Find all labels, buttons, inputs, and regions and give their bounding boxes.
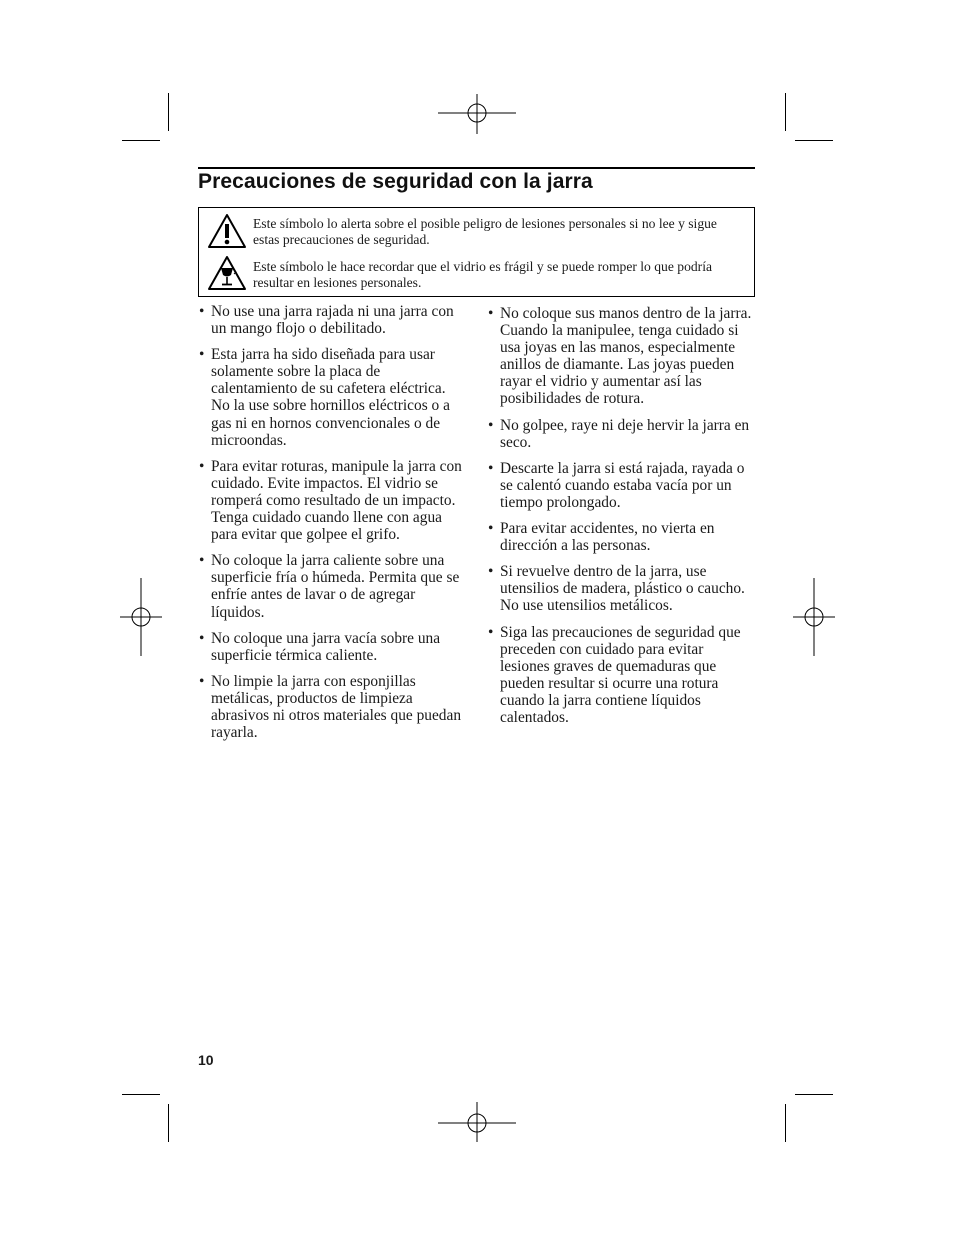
bullet-icon: • (488, 416, 494, 434)
registration-mark-icon (793, 578, 835, 656)
bullet-icon: • (199, 346, 205, 364)
safety-symbols-box (198, 207, 755, 297)
registration-mark-icon (438, 94, 516, 134)
list-item: • No limpie la jarra con esponjillas metálicas, productos de limpieza abrasivos ni otros materiales que puedan rayarla. (199, 672, 462, 742)
list-item: • Para evitar roturas, manipule la jarra con cuidado. Evite impactos. El vidrio se romperá como resultado de un impacto. Tenga cuidado cuando llene con agua para evitar que golpee el grifo. (199, 457, 462, 544)
list-item: • No use una jarra rajada ni una jarra con un mango flojo o debilitado. (199, 303, 454, 338)
crop-mark (795, 140, 833, 141)
warning-triangle-icon (207, 213, 247, 249)
precautions-right-column (488, 305, 754, 735)
list-item: • Descarte la jarra si está rajada, rayada o se calentó cuando estaba vacía por un tiempo prolongado. (488, 459, 745, 511)
list-item: • No coloque sus manos dentro de la jarra. Cuando la manipulee, tenga cuidado si usa joyas en las manos, especialmente anillos de diamante. Las joyas pueden rayar el vidrio y aumentar así las posibilidades de rotura. (488, 305, 752, 408)
warning-text: Este símbolo lo alerta sobre el posible peligro de lesiones personales si no lee y sigue estas precauciones de seguridad. (253, 216, 717, 247)
crop-mark (122, 140, 160, 141)
registration-mark-icon (120, 578, 162, 656)
crop-mark (795, 1094, 833, 1095)
crop-mark (168, 1104, 169, 1142)
bullet-icon: • (199, 629, 205, 647)
registration-mark-icon (438, 1102, 516, 1142)
bullet-icon: • (488, 563, 494, 581)
page-number: 10 (198, 1052, 214, 1068)
bullet-icon: • (488, 305, 494, 322)
list-item: • Esta jarra ha sido diseñada para usar solamente sobre la placa de calentamiento de su cafetera eléctrica. No la use sobre hornillos eléctricos o a gas ni en hornos convencionales o de microondas. (199, 346, 450, 449)
list-item: • No golpee, raye ni deje hervir la jarra en seco. (488, 416, 750, 451)
fragile-glass-icon (207, 255, 247, 291)
list-item: • Si revuelve dentro de la jarra, use utensilios de madera, plástico o caucho. No use utensilios metálicos. (488, 563, 745, 615)
crop-mark (168, 93, 169, 131)
crop-mark (785, 1104, 786, 1142)
bullet-icon: • (199, 303, 205, 320)
warning-text: Este símbolo le hace recordar que el vidrio es frágil y se puede romper lo que podría resultar en lesiones personales. (253, 259, 713, 290)
bullet-icon: • (199, 672, 205, 690)
list-item: • No coloque la jarra caliente sobre una superficie fría o húmeda. Permita que se enfríe antes de lavar o de agregar líquidos. (199, 552, 460, 621)
bullet-icon: • (199, 457, 205, 475)
bullet-icon: • (488, 520, 494, 538)
crop-mark (122, 1094, 160, 1095)
bullet-icon: • (488, 459, 494, 477)
page-title: Precauciones de seguridad con la jarra (198, 170, 593, 193)
list-item: • No coloque una jarra vacía sobre una superficie térmica caliente. (199, 629, 441, 664)
list-item: • Para evitar accidentes, no vierta en dirección a las personas. (488, 520, 715, 555)
bullet-icon: • (488, 623, 494, 641)
bullet-icon: • (199, 552, 205, 570)
precautions-left-column (199, 303, 467, 750)
crop-mark (785, 93, 786, 131)
list-item: • Siga las precauciones de seguridad que preceden con cuidado para evitar lesiones graves de quemaduras que pueden resultar si ocurre una rotura cuando la jarra contiene líquidos calentados. (488, 623, 741, 726)
